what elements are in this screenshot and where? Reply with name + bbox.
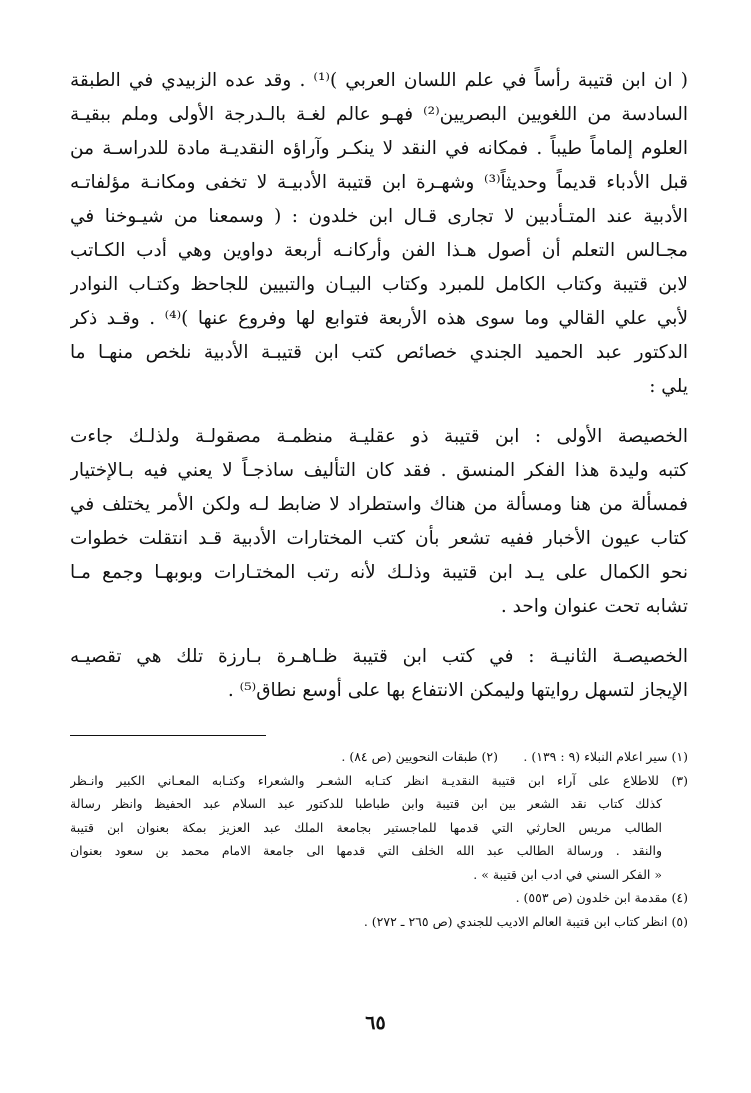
footnote-separator	[70, 735, 266, 736]
text-line: الخصيصـة الثانيـة : في كتب ابن قتيبة ظـاهـرة بـارزة تلك هي تقصيـه	[70, 646, 688, 667]
text-line: العلوم إلماماً طيباً . فمكانه في النقد لا ينكـر وآراؤه النقديـة مادة للدراسـة من	[70, 138, 688, 159]
text-line: يلي :	[649, 376, 688, 397]
footnote-3: (٣) للاطلاع على آراء ابن قتيبة النقديـة انظر كتـابه الشعـر والشعراء وكتـابه المعـاني الكبير وانـظر	[70, 772, 688, 788]
text-line: قبل الأدباء قديماً وحديثاً⁽³⁾ وشهـرة ابن قتيبة الأدبيـة لا تخفى ومكانـة مؤلفاتـه	[70, 172, 688, 193]
footnote-3-line: والنقد . ورسالة الطالب عبد الله الخلف التي قدمها الى جامعة الامام محمد بن سعود بعنوان	[70, 843, 662, 858]
text-line: كتاب عيون الأخبار ففيه تشعر بأن كتب المختارات الأدبية قـد انتقلت خطوات	[70, 528, 688, 549]
text-line: لأبي علي القالي وما سوى هذه الأربعة فتوابع لها وفروع عنها )⁽⁴⁾ . وقـد ذكر	[70, 308, 688, 329]
text-line: كتبه وليدة هذا الفكر المنسق . فقد كان التأليف ساذجـاً لا يعني فيه بـالإختيار	[70, 460, 688, 481]
footnote-3-line: كذلك كتاب نقد الشعر بين ابن قتيبة وابن طباطبا للدكتور عبد السلام عبد الحفيظ وانظر رسالة	[70, 796, 662, 811]
text-line: الإيجاز لتسهل روايتها وليمكن الانتفاع بها على أوسع نطاق⁽⁵⁾ .	[227, 680, 688, 701]
footnote-3-line: الطالب مريس الحارثي التي قدمها للماجستير بجامعة الملك عبد العزيز بمكة بعنوان ابن قتيبة	[70, 819, 662, 835]
text-line: الأدبية عند المتـأدبين لا تجارى قـال ابن خلدون : ( وسمعنا من شيـوخنا في	[70, 206, 688, 227]
footnote-row	[70, 745, 688, 769]
page-number: ٦٥	[365, 1012, 386, 1034]
text-line: تشابه تحت عنوان واحد .	[500, 596, 688, 617]
text-line: السادسة من اللغويين البصريين⁽²⁾ فهـو عالم لغـة بالـدرجة الأولى وملم ببقيـة	[70, 104, 688, 125]
text-line: الخصيصة الأولى : ابن قتيبة ذو عقليـة منظمـة مصقولـة ولذلـك جاءت	[70, 426, 688, 447]
paragraph	[70, 420, 688, 624]
text-line: مجـالس التعلم أن أصول هـذا الفن وأركانـه أربعة دواوين وهي أدب الكـاتب	[70, 240, 688, 261]
footnote-2: (٢) طبقات النحويين (ص ٨٤) .	[341, 749, 498, 764]
paragraph	[70, 640, 688, 708]
footnote-1: (١) سير اعلام النبلاء (٩ : ١٣٩) .	[523, 749, 688, 764]
footnote-5: (٥) انظر كتاب ابن قتيبة العالم الاديب للجندي (ص ٢٦٥ ـ ٢٧٢) .	[363, 913, 688, 929]
text-line: نحو الكمال على يـد ابن قتيبة وذلـك لأنه رتب المختـارات وبوبهـا وجمع مـا	[70, 562, 688, 583]
footnote-3-line: « الفكر السني في ادب ابن قتيبة » .	[473, 866, 662, 882]
text-line: لابن قتيبة وكتاب الكامل للمبرد وكتاب البيـان والتبيين للجاحظ وكتـاب النوادر	[70, 274, 688, 295]
main-text	[70, 64, 688, 708]
paragraph	[70, 64, 688, 404]
footnote-4: (٤) مقدمة ابن خلدون (ص ٥٥٣) .	[515, 890, 688, 905]
text-line: الدكتور عبد الحميد الجندي خصائص كتب ابن قتيبـة الأدبية نلخص منهـا ما	[70, 342, 688, 363]
footnotes	[70, 745, 688, 933]
text-line: ( ان ابن قتيبة رأساً في علم اللسان العربي )⁽¹⁾ . وقد عده الزبيدي في الطبقة	[70, 70, 688, 91]
text-line: فمسألة من هنا ومسألة من هناك واستطراد لا ضابط لـه ولكن الأمر يختلف في	[70, 494, 688, 515]
